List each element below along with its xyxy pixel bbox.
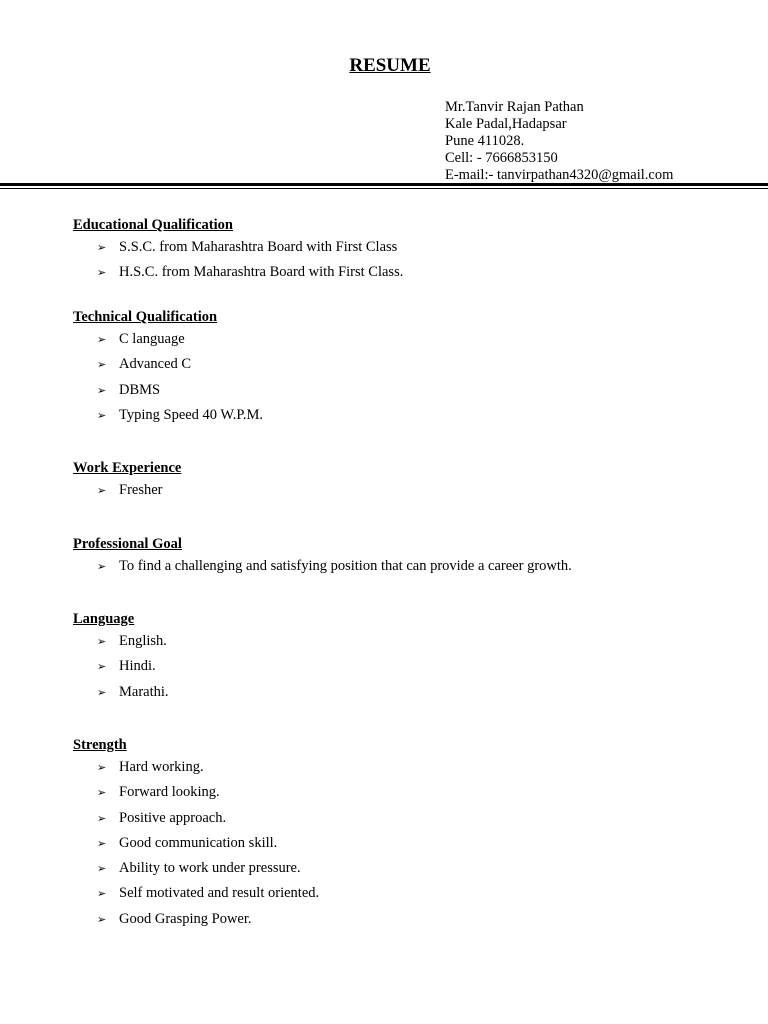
section-heading: Professional Goal (73, 536, 182, 552)
section-heading: Strength (73, 737, 127, 753)
arrowhead-bullet-icon: ➢ (97, 560, 107, 573)
contact-block (445, 99, 673, 184)
list-item: ➢ S.S.C. from Maharashtra Board with First Class (97, 239, 398, 255)
list-item: ➢ Ability to work under pressure. (97, 860, 301, 877)
header-divider-thick (0, 183, 768, 186)
arrowhead-bullet-icon: ➢ (97, 811, 107, 825)
section-professional-goal (73, 536, 733, 583)
arrowhead-bullet-icon: ➢ (97, 761, 107, 774)
list-item: ➢ Typing Speed 40 W.P.M. (97, 406, 264, 423)
list-item: ➢ Hard working. (97, 759, 204, 775)
contact-name: Mr.Tanvir Rajan Pathan (445, 99, 584, 115)
arrowhead-bullet-icon: ➢ (97, 685, 107, 699)
arrowhead-bullet-icon: ➢ (97, 836, 107, 850)
arrowhead-bullet-icon: ➢ (97, 241, 107, 254)
technical-list (73, 331, 733, 432)
arrowhead-bullet-icon: ➢ (97, 912, 107, 926)
section-heading: Work Experience (73, 460, 182, 476)
page-title: RESUME (349, 55, 431, 76)
arrowhead-bullet-icon: ➢ (97, 383, 107, 397)
education-list (73, 239, 733, 290)
arrowhead-bullet-icon: ➢ (97, 635, 107, 648)
list-item: ➢ Good Grasping Power. (97, 910, 252, 927)
list-item: ➢ To find a challenging and satisfying position that can provide a career growth. (97, 558, 572, 574)
arrowhead-bullet-icon: ➢ (97, 786, 107, 800)
section-heading: Educational Qualification (73, 217, 233, 233)
section-education (73, 217, 733, 290)
work-list (73, 482, 733, 507)
arrowhead-bullet-icon: ➢ (97, 660, 107, 674)
language-list (73, 633, 733, 709)
arrowhead-bullet-icon: ➢ (97, 862, 107, 876)
list-item: ➢ Good communication skill. (97, 834, 278, 851)
list-item: ➢ C language (97, 331, 185, 347)
list-item: ➢ Fresher (97, 482, 163, 498)
arrowhead-bullet-icon: ➢ (97, 266, 107, 280)
section-heading: Technical Qualification (73, 309, 218, 325)
strength-list (73, 759, 733, 936)
list-item: ➢ Hindi. (97, 658, 156, 675)
contact-address-line2: Pune 411028. (445, 133, 525, 149)
list-item: ➢ DBMS (97, 381, 161, 398)
goal-list (73, 558, 733, 583)
contact-address-line1: Kale Padal,Hadapsar (445, 116, 567, 132)
arrowhead-bullet-icon: ➢ (97, 887, 107, 901)
list-item: ➢ H.S.C. from Maharashtra Board with First Class. (97, 264, 404, 281)
arrowhead-bullet-icon: ➢ (97, 358, 107, 372)
section-strength (73, 737, 733, 936)
list-item: ➢ Advanced C (97, 356, 192, 373)
list-item: ➢ Positive approach. (97, 809, 227, 826)
list-item: ➢ Forward looking. (97, 784, 220, 801)
contact-cell: Cell: - 7666853150 (445, 150, 558, 166)
arrowhead-bullet-icon: ➢ (97, 333, 107, 346)
arrowhead-bullet-icon: ➢ (97, 484, 107, 497)
section-work-experience (73, 460, 733, 507)
section-language (73, 611, 733, 709)
arrowhead-bullet-icon: ➢ (97, 408, 107, 422)
section-technical (73, 309, 733, 432)
contact-email: E-mail:- tanvirpathan4320@gmail.com (445, 167, 674, 183)
header-divider-thin (0, 188, 768, 189)
list-item: ➢ Self motivated and result oriented. (97, 885, 320, 902)
list-item: ➢ Marathi. (97, 683, 169, 700)
section-heading: Language (73, 611, 135, 627)
list-item: ➢ English. (97, 633, 167, 649)
